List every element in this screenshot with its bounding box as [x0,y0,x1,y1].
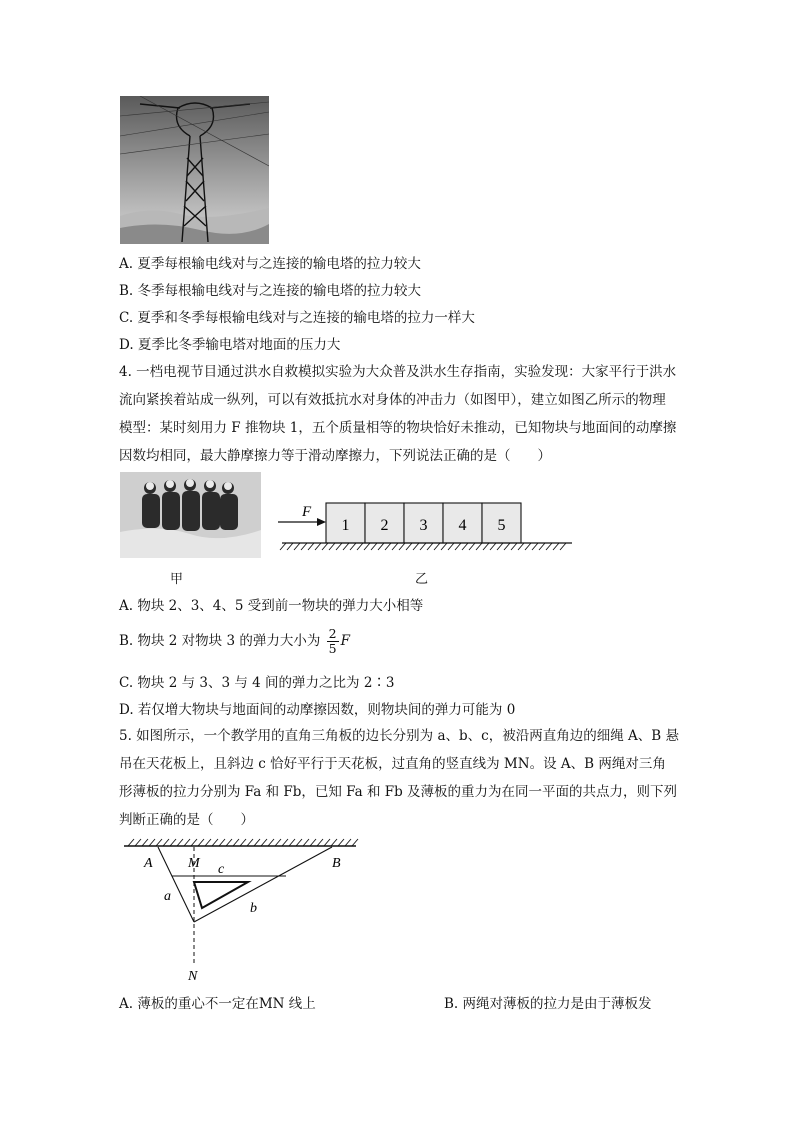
q4-option-b-force: F [340,633,350,649]
figure-caption-jia: 甲 [170,572,184,587]
block-label-5: 5 [497,517,506,534]
block-label-2: 2 [380,517,389,534]
figure-caption-yi: 乙 [415,572,429,587]
block-label-4: 4 [458,517,467,534]
label-n-point: N [188,969,198,983]
q3-option-b: B. 冬季每根输电线对与之连接的输电塔的拉力较大 [119,283,422,299]
force-label-f: F [302,504,312,520]
fraction-denominator: 5 [328,641,337,656]
q5-option-a: A. 薄板的重心不一定在MN 线上 [119,996,316,1012]
q5-option-b: B. 两绳对薄板的拉力是由于薄板发 [444,996,652,1012]
label-a-side: a [164,889,171,904]
label-c-side: c [218,862,225,877]
q3-option-a: A. 夏季每根输电线对与之连接的输电塔的拉力较大 [119,256,421,272]
fraction-numerator: 2 [328,626,337,641]
q4-option-a: A. 物块 2、3、4、5 受到前一物块的弹力大小相等 [119,598,424,614]
triangle-diagram [120,838,360,983]
label-a-point: A [144,856,153,871]
blocks-diagram [276,498,576,558]
q4-option-b-text: B. 物块 2 对物块 3 的弹力大小为 [119,633,321,649]
label-b-side: b [250,901,257,916]
block-label-1: 1 [341,517,350,534]
q5-stem: 5. 如图所示，一个教学用的直角三角板的边长分别为 a、b、c，被沿两直角边的细绳 A、B 悬吊在天花板上，且斜边 c 恰好平行于天花板，过直角的竖直线为 MN。设 A、B 两绳对三角形薄板的拉力分别为 Fa 和 Fb，已知 Fa 和 Fb 及薄板的重力为在同一平面的共点力，则下列判断正确的是（ ） [119,728,679,828]
q4-stem: 4. 一档电视节目通过洪水自救模拟实验为大众普及洪水生存指南，实验发现：大家平行于洪水流向紧挨着站成一纵列，可以有效抵抗水对身体的冲击力（如图甲），建立如图乙所示的物理模型：某时刻用力 F 推物块 1，五个质量相等的物块恰好未推动，已知物块与地面间的动摩擦因数均相同，最大静摩擦力等于滑动摩擦力，下列说法正确的是（ ） [119,364,677,464]
q3-option-d: D. 夏季比冬季输电塔对地面的压力大 [119,337,341,353]
label-b-point: B [332,856,341,871]
q4-option-c: C. 物块 2 与 3、3 与 4 间的弹力之比为 2∶3 [119,675,395,691]
q4-option-d: D. 若仅增大物块与地面间的动摩擦因数，则物块间的弹力可能为 0 [119,702,516,718]
fraction-two-fifths [327,627,339,656]
flood-rescue-photo [120,472,261,558]
q3-option-c: C. 夏季和冬季每根输电线对与之连接的输电塔的拉力一样大 [119,310,475,326]
q4-option-b [119,624,350,658]
block-label-3: 3 [419,517,428,534]
label-m-point: M [188,856,200,871]
power-tower-photo [120,96,269,244]
